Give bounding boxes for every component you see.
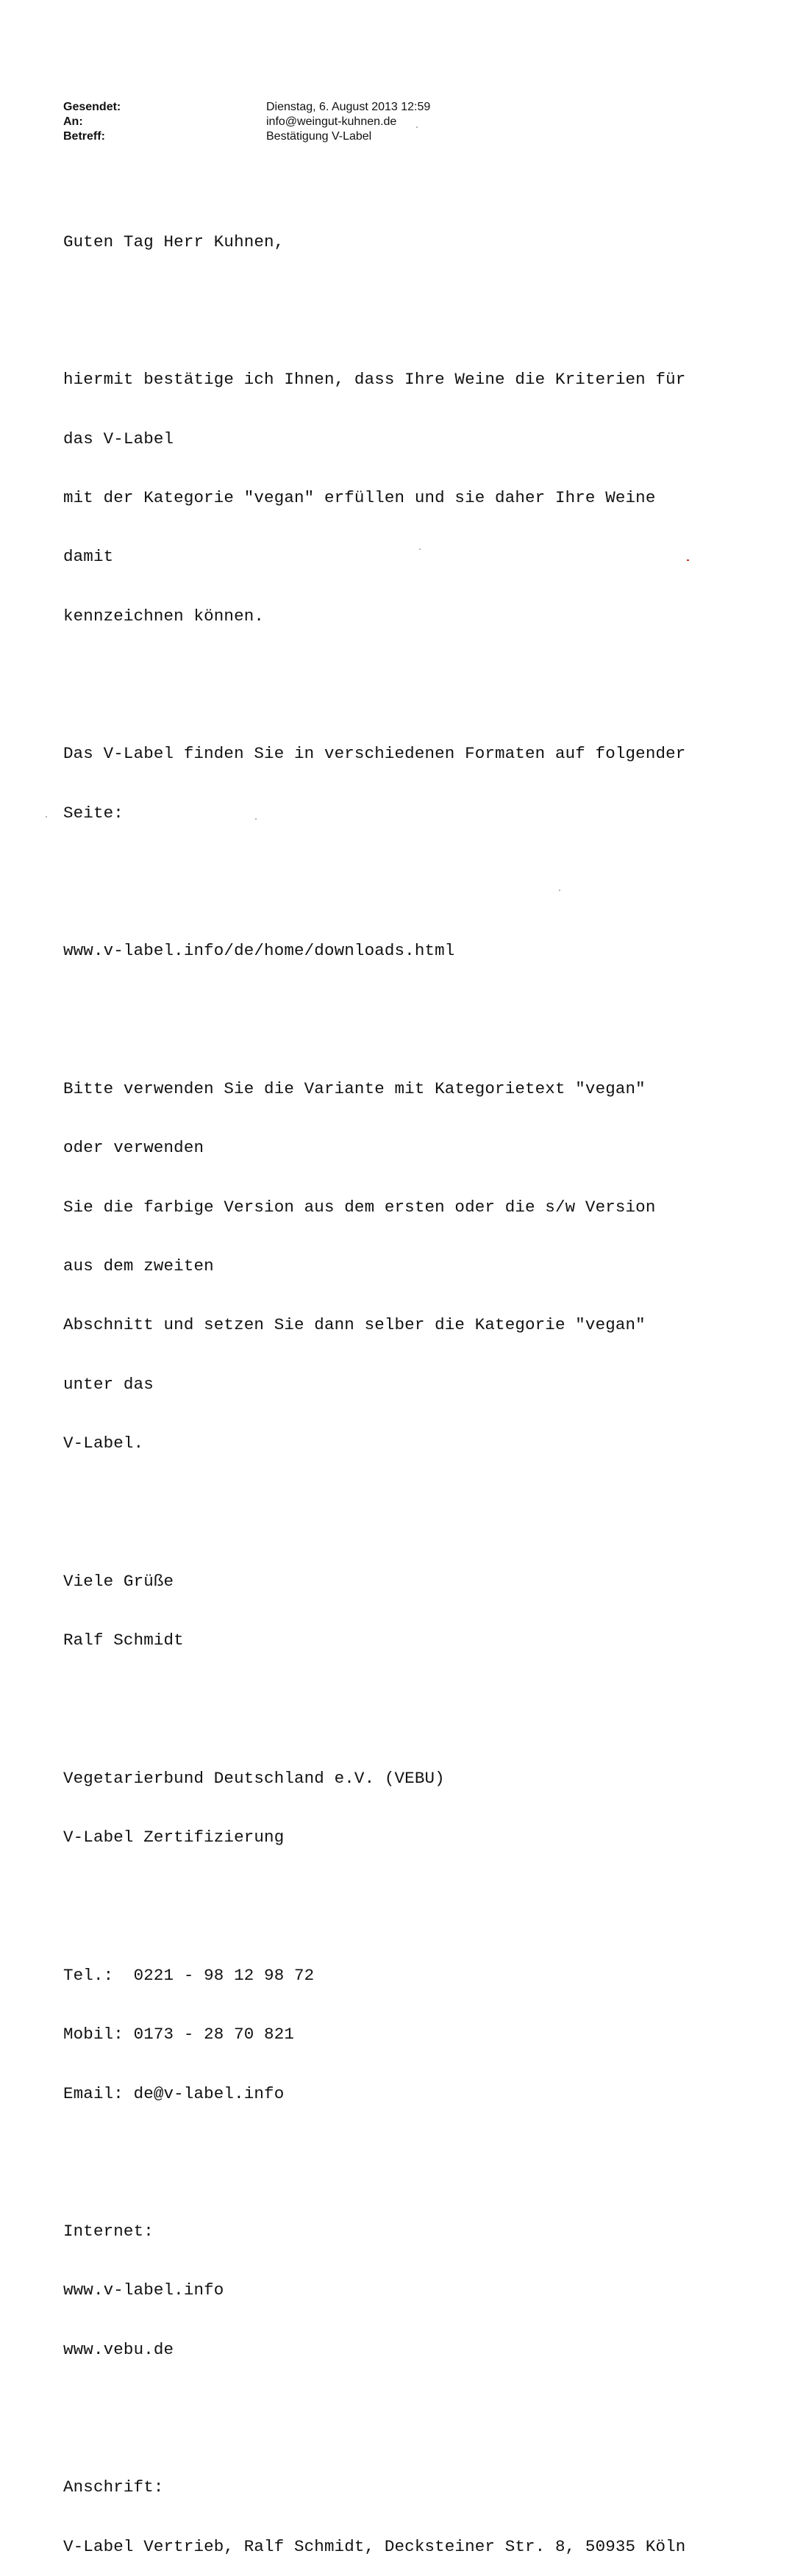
para3-line: unter das <box>63 1374 154 1394</box>
website-link: www.vebu.de <box>63 2339 174 2359</box>
signer-name: Ralf Schmidt <box>63 1631 184 1650</box>
para1-line: kennzeichnen können. <box>63 606 265 626</box>
greeting: Guten Tag Herr Kuhnen, <box>63 232 285 251</box>
scan-speck <box>46 816 47 817</box>
para1-line: hiermit bestätige ich Ihnen, dass Ihre Weine die Kriterien für <box>63 370 686 390</box>
blank-line <box>63 1690 791 1710</box>
email-header <box>63 100 430 144</box>
phone-number: Tel.: 0221 - 98 12 98 72 <box>63 1965 315 1985</box>
red-mark <box>687 559 689 561</box>
para3-line: oder verwenden <box>63 1138 204 1158</box>
download-url: www.v-label.info/de/home/downloads.html <box>63 941 455 961</box>
para3-line: Abschnitt und setzen Sie dann selber die Kategorie "vegan" <box>63 1315 646 1335</box>
blank-line <box>63 291 791 311</box>
para1-line: damit <box>63 547 114 567</box>
email-address: Email: de@v-label.info <box>63 2083 285 2103</box>
blank-line <box>63 1887 791 1907</box>
organization-department: V-Label Zertifizierung <box>63 1828 285 1847</box>
blank-line <box>63 862 791 882</box>
internet-label: Internet: <box>63 2222 154 2242</box>
subject-value: Bestätigung V-Label <box>266 130 372 143</box>
to-label: An: <box>63 115 83 128</box>
closing: Viele Grüße <box>63 1571 174 1591</box>
blank-line <box>63 2399 791 2419</box>
scan-speck <box>255 818 257 820</box>
para1-line: mit der Kategorie "vegan" erfüllen und sie daher Ihre Weine <box>63 487 656 507</box>
para3-line: V-Label. <box>63 1434 144 1453</box>
blank-line <box>63 2143 791 2163</box>
blank-line <box>63 665 791 685</box>
subject-row <box>63 129 430 144</box>
to-row <box>63 115 430 129</box>
para3-line: Bitte verwenden Sie die Variante mit Kategorietext "vegan" <box>63 1078 646 1098</box>
para2-line: Das V-Label finden Sie in verschiedenen Formaten auf folgender <box>63 744 686 764</box>
postal-address: V-Label Vertrieb, Ralf Schmidt, Decksteiner Str. 8, 50935 Köln <box>63 2536 686 2556</box>
scan-speck <box>416 126 418 128</box>
mobile-number: Mobil: 0173 - 28 70 821 <box>63 2025 295 2044</box>
para1-line: das V-Label <box>63 429 174 448</box>
sent-row <box>63 100 430 115</box>
para2-line: Seite: <box>63 803 124 823</box>
scan-speck <box>419 548 421 550</box>
subject-label: Betreff: <box>63 130 105 143</box>
blank-line <box>63 1001 791 1020</box>
address-label: Anschrift: <box>63 2477 164 2497</box>
blank-line <box>63 1493 791 1513</box>
para3-line: aus dem zweiten <box>63 1256 214 1276</box>
organization-name: Vegetarierbund Deutschland e.V. (VEBU) <box>63 1768 445 1788</box>
sent-label: Gesendet: <box>63 101 121 113</box>
to-value: info@weingut-kuhnen.de <box>266 115 397 128</box>
website-link: www.v-label.info <box>63 2280 224 2300</box>
scan-speck <box>559 890 560 891</box>
para3-line: Sie die farbige Version aus dem ersten oder die s/w Version <box>63 1197 656 1217</box>
sent-value: Dienstag, 6. August 2013 12:59 <box>266 101 431 113</box>
letter-body <box>63 193 791 2576</box>
